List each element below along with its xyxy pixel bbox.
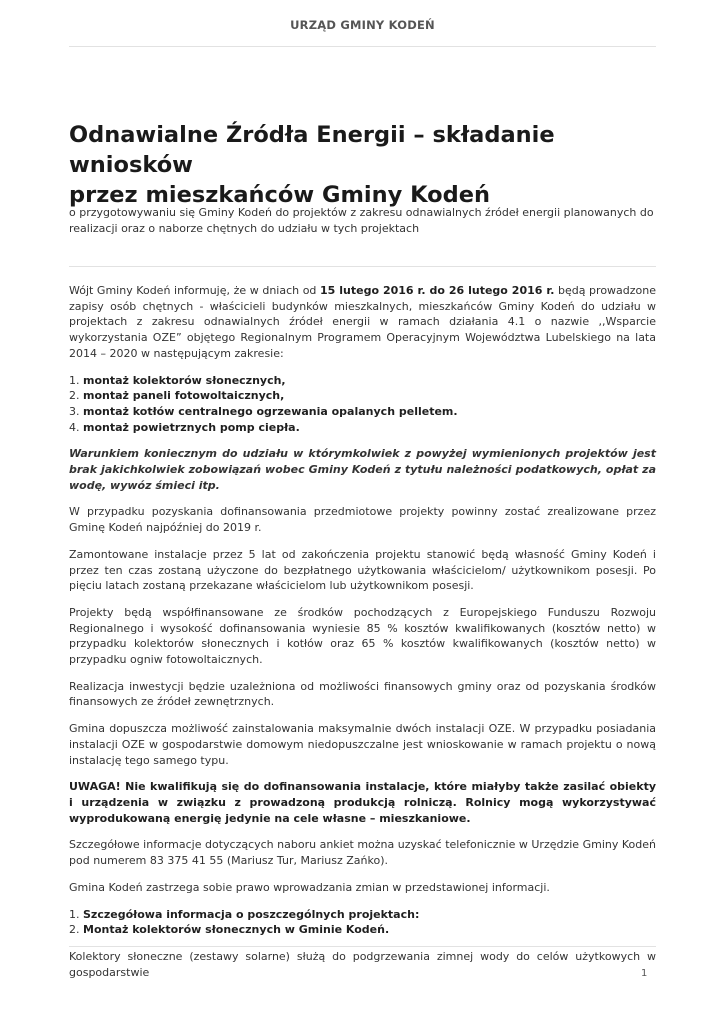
max-installations-paragraph: Gmina dopuszcza możliwość zainstalowania maksymalnie dwóch instalacji OZE. W przypadku posiadania instalacji OZE w gospodarstwie domowym niedopuszczalne jest wnioskowanie w ramach projektu o nową instalację tego samego typu.: [69, 722, 656, 767]
intro-paragraph: [69, 283, 656, 362]
list-item: [69, 907, 656, 923]
intro-part-1: Wójt Gminy Kodeń informuję, że w dniach od: [69, 284, 321, 297]
title-line-2: przez mieszkańców Gminy Kodeń: [69, 182, 490, 208]
list-number: 2.: [69, 923, 80, 937]
page-title: [69, 120, 659, 210]
footer-divider: [69, 946, 656, 947]
list-number: 4.: [69, 420, 80, 434]
intro-part-2: do: [425, 284, 449, 297]
header-divider: [69, 46, 656, 47]
list-item: [69, 373, 656, 389]
details-list: [69, 907, 656, 938]
subtitle-divider: [69, 266, 656, 267]
list-item-text: Montaż kolektorów słonecznych w Gminie Kodeń.: [83, 923, 390, 937]
title-line-1: Odnawialne Źródła Energii – składanie wniosków: [69, 122, 555, 178]
list-number: 1.: [69, 907, 80, 921]
condition-paragraph: Warunkiem koniecznym do udziału w którymkolwiek z powyżej wymienionych projektów jest brak jakichkolwiek zobowiązań wobec Gminy Kodeń z tytułu należności podatkowych, opłat za wodę, wywóz śmieci itp.: [69, 447, 656, 492]
list-item: [69, 388, 656, 404]
warning-paragraph: UWAGA! Nie kwalifikują się do dofinansowania instalacje, które miałyby także zasilać obiekty i urządzenia w związku z prowadzoną produkcją rolniczą. Rolnicy mogą wykorzystywać wyprodukowaną energię jedynie na cele własne – mieszkaniowe.: [69, 780, 656, 825]
list-item-text: montaż powietrznych pomp ciepła.: [83, 420, 300, 434]
reserve-paragraph: Gmina Kodeń zastrzega sobie prawo wprowadzania zmian w przedstawionej informacji.: [69, 880, 550, 894]
page-number: 1: [641, 968, 648, 979]
list-number: 2.: [69, 389, 80, 403]
cofinance-paragraph: Projekty będą współfinansowane ze środków pochodzących z Europejskiego Funduszu Rozwoju Regionalnego i wysokość dofinansowania wyniesie 85 % kosztów kwalifikowanych (kosztów netto) w przypadku kolektorów słonecznych i kotłów oraz 65 % kosztów kwalifikowanych (kosztów netto) w przypadku ogniw fotowoltaicznych.: [69, 605, 656, 667]
intro-part-3: będą prowadzone zapisy osób chętnych - właścicieli budynków mieszkalnych, mieszkańców Gminy Kodeń do udziału w projektach z zakresu odnawialnych źródeł energii w ramach działania 4.1 o nazwie ,,Wsparcie wykorzystania OZE” objętego Regionalnym Programem Operacyjnym Województwa Lubelskiego na lata 2014 – 2020 w następującym zakresie:: [69, 284, 657, 360]
list-item: [69, 404, 656, 420]
list-item-text: Szczegółowa informacja o poszczególnych projektach:: [83, 907, 420, 921]
financing-paragraph: W przypadku pozyskania dofinansowania przedmiotowe projekty powinny zostać zrealizowane przez Gminę Kodeń najpóźniej do 2019 r.: [69, 505, 656, 535]
list-number: 3.: [69, 404, 80, 418]
ownership-paragraph: Zamontowane instalacje przez 5 lat od zakończenia projektu stanowić będą własność Gminy Kodeń i przez ten czas zostaną użyczone do bezpłatnego użytkowania właścicielom/ użytkownikom posesji. Po pięciu latach zostaną przekazane właścicielom lub użytkownikom posesji.: [69, 547, 656, 593]
list-item: [69, 420, 656, 436]
list-item: [69, 922, 656, 938]
date-from: 15 lutego 2016 r.: [320, 284, 426, 297]
list-item-text: montaż kotłów centralnego ogrzewania opalanych pelletem.: [83, 404, 458, 418]
contact-paragraph: Szczegółowe informacje dotyczących naboru ankiet można uzyskać telefonicznie w Urzędzie Gminy Kodeń pod numerem 83 375 41 55 (Mariusz Tur, Mariusz Zańko).: [69, 838, 656, 868]
date-to: 26 lutego 2016 r.: [448, 284, 555, 297]
scope-list: [69, 373, 656, 436]
dependency-paragraph: Realizacja inwestycji będzie uzależniona od możliwości finansowych gminy oraz od pozyskania środków finansowych ze źródeł zewnętrznych.: [69, 679, 656, 709]
list-number: 1.: [69, 373, 80, 387]
collectors-paragraph: Kolektory słoneczne (zestawy solarne) służą do podgrzewania zimnej wody do celów użytkowych w gospodarstwie: [69, 949, 656, 979]
list-item-text: montaż paneli fotowoltaicznych,: [83, 389, 285, 403]
article-body: [69, 283, 656, 991]
list-item-text: montaż kolektorów słonecznych,: [83, 373, 286, 387]
article-subtitle: o przygotowywaniu się Gminy Kodeń do projektów z zakresu odnawialnych źródeł energii planowanych do realizacji oraz o naborze chętnych do udziału w tych projektach: [69, 206, 654, 235]
site-header: URZĄD GMINY KODEŃ: [290, 18, 435, 32]
